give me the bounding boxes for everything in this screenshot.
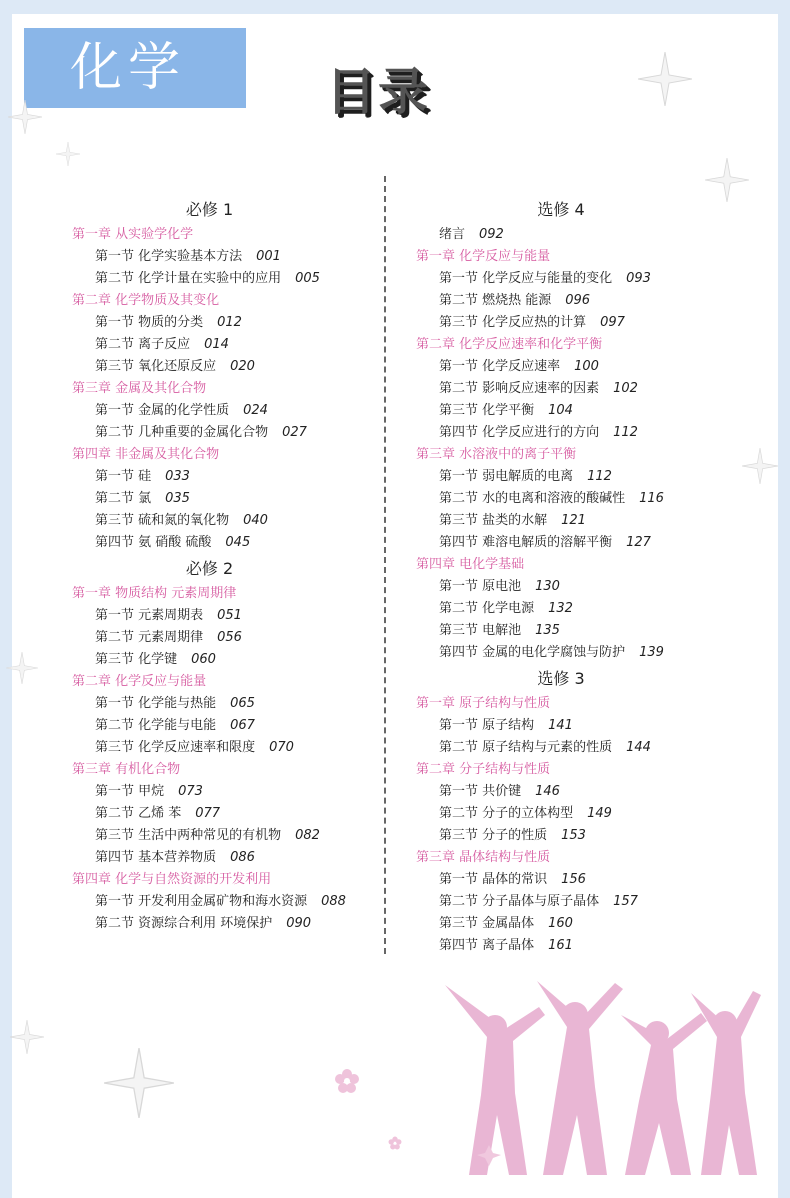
page-number: 121 [561,513,586,528]
page-number: 045 [225,535,251,550]
page-number: 149 [587,806,612,821]
entry-title: 选修 3 [537,669,585,688]
entry-title: 第二节 资源综合利用 环境保护 [95,916,273,931]
entry-title: 第一章 从实验学化学 [72,227,194,242]
entry-title: 必修 1 [185,200,234,219]
entry-title: 第一节 共价键 [439,784,522,799]
entry-title: 第四节 离子晶体 [439,938,535,953]
chapter-heading [72,583,377,605]
page-number: 020 [230,359,255,374]
page-number: 001 [256,249,281,264]
chapter-heading [72,444,377,466]
section-entry [72,737,377,759]
page-number: 146 [535,784,560,799]
page-number: 161 [548,938,573,953]
chapter-heading [72,378,377,400]
entry-title: 第二节 离子反应 [95,337,191,352]
entry-title: 第三节 电解池 [439,623,522,638]
entry-title: 第四章 化学与自然资源的开发利用 [72,872,272,887]
page-number: 090 [286,916,312,931]
chapter-heading [416,847,736,869]
section-entry [72,268,377,290]
entry-title: 第二节 乙烯 苯 [95,806,182,821]
chapter-heading [416,554,736,576]
entry-title: 第一节 化学实验基本方法 [95,249,243,264]
page-number: 097 [600,315,625,330]
page-number: 024 [243,403,268,418]
sparkle-icon [8,100,42,134]
entry-title: 选修 4 [537,200,585,219]
section-entry [416,312,736,334]
entry-title: 第二节 原子结构与元素的性质 [439,740,613,755]
entry-title: 第一章 原子结构与性质 [416,696,551,711]
page-number: 086 [230,850,255,865]
page-number: 093 [626,271,651,286]
section-entry [416,781,736,803]
chapter-heading [72,869,377,891]
column-divider [384,176,386,954]
entry-title: 第一节 金属的化学性质 [95,403,230,418]
section-entry [72,422,377,444]
entry-title: 第三节 氧化还原反应 [95,359,217,374]
page-number: 104 [548,403,573,418]
section-entry [416,488,736,510]
entry-title: 第二节 元素周期律 [95,630,204,645]
section-entry [72,891,377,913]
section-entry [72,715,377,737]
page-title: 目录 [326,63,430,121]
section-entry [72,913,377,935]
entry-title: 第一节 弱电解质的电离 [439,469,574,484]
section-entry [416,224,736,246]
entry-title: 第三章 金属及其化合物 [72,381,207,396]
entry-title: 第三节 化学反应速率和限度 [95,740,256,755]
section-entry [72,847,377,869]
page-number: 096 [565,293,591,308]
volume-heading [72,554,377,583]
entry-title: 绪言 [439,227,466,242]
volume-heading [416,195,736,224]
entry-title: 第三节 硫和氮的氧化物 [95,513,230,528]
entry-title: 必修 2 [185,559,234,578]
flower-icon [388,1136,402,1150]
entry-title: 第四节 金属的电化学腐蚀与防护 [439,645,626,660]
section-entry [72,312,377,334]
chapter-heading [416,246,736,268]
entry-title: 第二节 影响反应速率的因素 [439,381,600,396]
page-number: 060 [191,652,216,667]
entry-title: 第一节 化学反应速率 [439,359,561,374]
section-entry [416,825,736,847]
entry-title: 第四章 非金属及其化合物 [72,447,220,462]
page-number: 077 [195,806,221,821]
sparkle-icon [638,52,692,106]
section-entry [416,935,736,957]
entry-title: 第一节 化学能与热能 [95,696,217,711]
section-entry [416,422,736,444]
chapter-heading [416,334,736,356]
page-number: 141 [548,718,573,733]
section-entry [72,781,377,803]
page-number: 005 [295,271,320,286]
section-entry [416,737,736,759]
flower-icon [334,1068,360,1094]
entry-title: 第三节 生活中两种常见的有机物 [95,828,282,843]
chapter-heading [72,290,377,312]
section-entry [416,268,736,290]
page-number: 070 [269,740,294,755]
page-number: 135 [535,623,560,638]
section-entry [72,693,377,715]
entry-title: 第三节 分子的性质 [439,828,548,843]
section-entry [416,466,736,488]
entry-title: 第二节 化学电源 [439,601,535,616]
entry-title: 第二节 分子的立体构型 [439,806,574,821]
section-entry [416,869,736,891]
section-entry [416,642,736,664]
entry-title: 第一节 甲烷 [95,784,165,799]
page-number: 132 [548,601,573,616]
entry-title: 第四节 化学反应进行的方向 [439,425,600,440]
entry-title: 第一节 硅 [95,469,152,484]
entry-title: 第二节 氯 [95,491,152,506]
page-number: 153 [561,828,586,843]
sparkle-icon [6,652,38,684]
page-number: 116 [639,491,664,506]
page-number: 127 [626,535,651,550]
entry-title: 第一节 原子结构 [439,718,535,733]
section-entry [72,246,377,268]
page-number: 065 [230,696,255,711]
entry-title: 第二章 化学反应与能量 [72,674,207,689]
toc-left-column [72,195,377,935]
section-entry [416,378,736,400]
entry-title: 第一节 元素周期表 [95,608,204,623]
entry-title: 第一章 化学反应与能量 [416,249,551,264]
chapter-heading [416,693,736,715]
sparkle-icon [10,1020,44,1054]
entry-title: 第二节 分子晶体与原子晶体 [439,894,600,909]
page-number: 139 [639,645,664,660]
page-number: 082 [295,828,320,843]
section-entry [72,649,377,671]
page-number: 067 [230,718,255,733]
page-number: 092 [479,227,504,242]
entry-title: 第二章 化学反应速率和化学平衡 [416,337,603,352]
page-number: 012 [217,315,242,330]
section-entry [72,488,377,510]
section-entry [72,532,377,554]
volume-heading [416,664,736,693]
page-number: 102 [613,381,638,396]
page-number: 130 [535,579,560,594]
page-number: 144 [626,740,651,755]
page-number: 027 [282,425,307,440]
entry-title: 第一节 开发利用金属矿物和海水资源 [95,894,308,909]
entry-title: 第二节 化学计量在实验中的应用 [95,271,282,286]
entry-title: 第一节 原电池 [439,579,522,594]
sparkle-icon [104,1048,174,1118]
entry-title: 第一节 物质的分类 [95,315,204,330]
section-entry [416,891,736,913]
section-entry [416,510,736,532]
page-number: 051 [217,608,242,623]
page-number: 112 [613,425,638,440]
entry-title: 第三节 化学键 [95,652,178,667]
section-entry [72,334,377,356]
page-number: 157 [613,894,638,909]
entry-title: 第二节 几种重要的金属化合物 [95,425,269,440]
entry-title: 第二节 水的电离和溶液的酸碱性 [439,491,626,506]
page-number: 035 [165,491,190,506]
entry-title: 第二章 分子结构与性质 [416,762,551,777]
section-entry [72,627,377,649]
section-entry [72,605,377,627]
section-entry [416,290,736,312]
entry-title: 第三节 盐类的水解 [439,513,548,528]
subject-badge: 化学 [24,28,246,108]
chapter-heading [416,444,736,466]
page-number: 100 [574,359,599,374]
page-number: 156 [561,872,586,887]
entry-title: 第一节 晶体的常识 [439,872,548,887]
entry-title: 第三章 有机化合物 [72,762,181,777]
section-entry [416,356,736,378]
section-entry [416,598,736,620]
chapter-heading [416,759,736,781]
section-entry [72,356,377,378]
chapter-heading [72,759,377,781]
section-entry [72,400,377,422]
page-number: 014 [204,337,229,352]
section-entry [416,532,736,554]
section-entry [416,400,736,422]
page-number: 033 [165,469,190,484]
entry-title: 第二章 化学物质及其变化 [72,293,220,308]
page-number: 056 [217,630,242,645]
entry-title: 第三章 晶体结构与性质 [416,850,551,865]
entry-title: 第三章 水溶液中的离子平衡 [416,447,577,462]
section-entry [416,576,736,598]
chapter-heading [72,224,377,246]
page-number: 088 [321,894,346,909]
sparkle-icon [742,448,778,484]
page-number: 073 [178,784,203,799]
entry-title: 第二节 燃烧热 能源 [439,293,552,308]
section-entry [416,715,736,737]
entry-title: 第三节 化学平衡 [439,403,535,418]
section-entry [72,825,377,847]
entry-title: 第四节 基本营养物质 [95,850,217,865]
volume-heading [72,195,377,224]
entry-title: 第三节 化学反应热的计算 [439,315,587,330]
entry-title: 第一章 物质结构 元素周期律 [72,586,237,601]
chapter-heading [72,671,377,693]
jumping-people-silhouette [425,975,765,1175]
section-entry [72,466,377,488]
section-entry [72,510,377,532]
entry-title: 第一节 化学反应与能量的变化 [439,271,613,286]
page-number: 040 [243,513,268,528]
entry-title: 第四节 氨 硝酸 硫酸 [95,535,212,550]
toc-right-column [416,195,736,957]
entry-title: 第二节 化学能与电能 [95,718,217,733]
section-entry [416,620,736,642]
page-number: 112 [587,469,612,484]
entry-title: 第四节 难溶电解质的溶解平衡 [439,535,613,550]
entry-title: 第三节 金属晶体 [439,916,535,931]
entry-title: 第四章 电化学基础 [416,557,525,572]
sparkle-icon [56,142,80,166]
section-entry [416,803,736,825]
page-number: 160 [548,916,573,931]
section-entry [72,803,377,825]
section-entry [416,913,736,935]
